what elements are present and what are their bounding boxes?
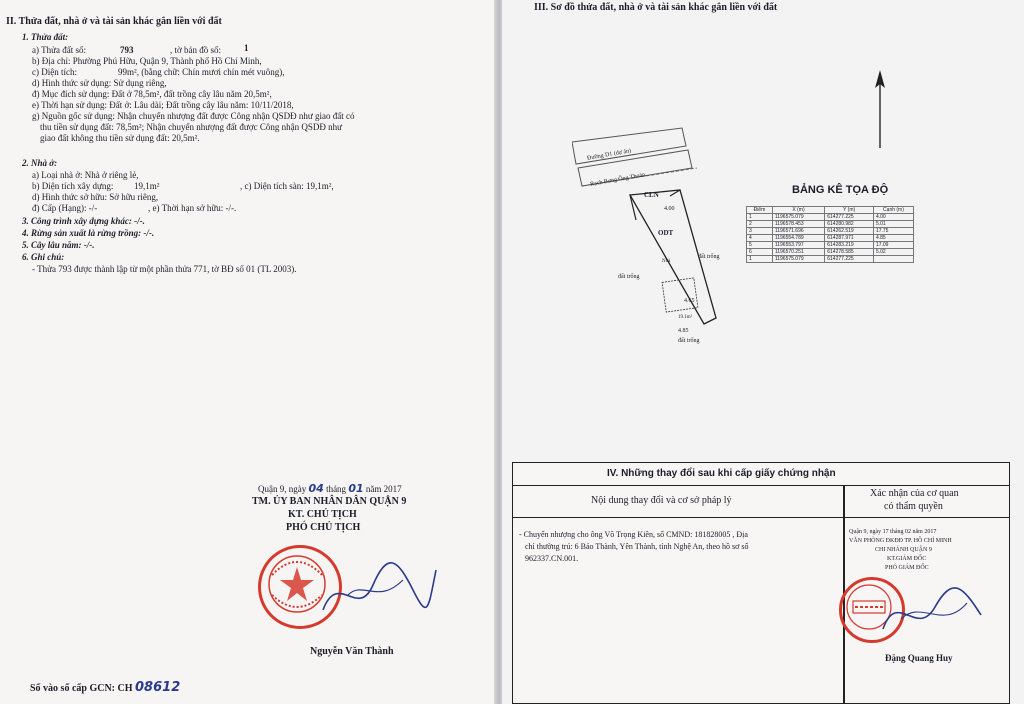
map-sheet-number: 1 [244, 43, 249, 53]
coord-cell: 1 [747, 214, 773, 221]
coord-cell: 1196575.079 [772, 214, 824, 221]
change-entry-1: - Chuyển nhượng cho ông Võ Trọng Kiên, số CMND: 181828005 , Địa [519, 530, 748, 539]
ownership-form: d) Hình thức sở hữu: Sở hữu riêng, [32, 192, 159, 202]
confirm-signer: Đặng Quang Huy [885, 653, 953, 663]
note-text: - Thửa 793 được thành lập từ một phần thửa 771, tờ BĐ số 01 (TL 2003). [32, 264, 297, 274]
construction-area-label: b) Diện tích xây dựng: [32, 181, 114, 191]
empty-land-right: đất trống [698, 254, 720, 260]
coord-cell: 5.02 [873, 249, 913, 256]
coord-cell: 3 [747, 228, 773, 235]
coord-cell: 2 [747, 221, 773, 228]
coord-header-cell: Cạnh (m) [873, 207, 913, 214]
coord-cell: 1196553.797 [772, 242, 824, 249]
road-label-2: Rạch Bưng Ông Thoàn [589, 172, 646, 188]
signer-name: Nguyễn Văn Thành [310, 646, 394, 657]
coord-header-cell: Điểm [747, 207, 773, 214]
cln-label: CLN [644, 191, 659, 199]
coord-cell: 614277.225 [825, 256, 874, 263]
other-construction: 3. Công trình xây dựng khác: -/-. [22, 216, 145, 226]
coordinate-table-title: BẢNG KÊ TỌA ĐỘ [792, 184, 889, 196]
issue-date: Quận 9, ngày 04 tháng 01 năm 2017 [258, 482, 402, 495]
signer-role-1: KT. CHỦ TỊCH [288, 509, 357, 520]
road-label-1: Đường D1 (dự án) [586, 148, 632, 162]
coord-cell: 614283.219 [825, 242, 874, 249]
empty-land-left: đất trống [618, 274, 640, 280]
coord-cell: 4.00 [873, 214, 913, 221]
coord-cell: 17.75 [873, 228, 913, 235]
coord-row [747, 249, 914, 256]
usage-origin-3: giao đất không thu tiền sử dụng đất: 20,5m². [40, 133, 200, 143]
floor-area: , c) Diện tích sàn: 19,1m², [240, 181, 334, 191]
production-forest: 4. Rừng sản xuất là rừng trồng: -/-. [22, 228, 155, 238]
change-entry-2: chỉ thường trú: 6 Bảo Thành, Yên Thành, tỉnh Nghệ An, theo hồ sơ số [525, 542, 749, 551]
coord-row [747, 256, 914, 263]
confirm-org-1: VĂN PHÒNG ĐKĐĐ TP. HỒ CHÍ MINH [849, 538, 952, 544]
issuing-org: TM. ỦY BAN NHÂN DÂN QUẬN 9 [252, 496, 407, 507]
coord-row [747, 221, 914, 228]
land-heading: 1. Thửa đất: [22, 32, 69, 42]
signature-scribble [318, 550, 438, 630]
construction-area-value: 19,1m² [134, 181, 160, 191]
coord-header-cell: Y (m) [825, 207, 874, 214]
coord-cell: 17.09 [873, 242, 913, 249]
coord-row [747, 228, 914, 235]
changes-col-confirm-1: Xác nhận của cơ quan [870, 488, 959, 499]
ownership-term: , e) Thời hạn sở hữu: -/-. [148, 203, 237, 213]
coord-cell: 1196570.251 [772, 249, 824, 256]
parcel-number: 793 [120, 45, 134, 55]
usage-term: e) Thời hạn sử dụng: Đất ở: Lâu dài; Đất trồng cây lâu năm: 10/11/2018, [32, 100, 294, 110]
changes-section [512, 462, 1010, 704]
area-label: c) Diện tích: [32, 67, 77, 77]
north-arrow-icon [872, 70, 888, 150]
coord-cell: 614287.971 [825, 235, 874, 242]
coord-row [747, 214, 914, 221]
confirm-role-1: KT.GIÁM ĐỐC [887, 556, 927, 562]
right-page [502, 0, 1024, 704]
changes-col-content: Nội dung thay đổi và cơ sở pháp lý [591, 495, 732, 506]
coord-cell: 1196571.696 [772, 228, 824, 235]
office-signature-scribble [877, 579, 987, 649]
area-value: 99m², (bằng chữ: Chín mươi chín mét vuông), [118, 67, 285, 77]
dim-bottom: 4.65 [684, 298, 695, 304]
coord-row [747, 242, 914, 249]
coord-cell: 1196578.453 [772, 221, 824, 228]
coord-header-cell: X (m) [772, 207, 824, 214]
usage-origin-2: thu tiền sử dụng đất: 78,5m²; Nhận chuyển nhượng đất được Công nhận QSDĐ như [40, 122, 342, 132]
confirm-role-2: PHÓ GIÁM ĐỐC [885, 565, 929, 571]
notes-heading: 6. Ghi chú: [22, 252, 65, 262]
dim-bottom-2: 4.85 [678, 328, 689, 334]
left-page [0, 0, 496, 704]
coord-cell: 6 [747, 249, 773, 256]
house-heading: 2. Nhà ở: [22, 158, 58, 168]
odt-label: ODT [658, 229, 674, 237]
coord-cell: 614278.585 [825, 249, 874, 256]
coord-cell: 614280.982 [825, 221, 874, 228]
coord-cell: 4.85 [873, 235, 913, 242]
coord-cell: 4 [747, 235, 773, 242]
changes-col-confirm-2: có thẩm quyền [884, 501, 943, 512]
house-area: 19.1m² [678, 315, 693, 320]
usage-origin-1: g) Nguồn gốc sử dụng: Nhận chuyển nhượng đất được Công nhận QSDĐ như giao đất có [32, 111, 355, 121]
coord-cell: 5 [747, 242, 773, 249]
usage-purpose: đ) Mục đích sử dụng: Đất ở 78,5m², đất trồng cây lâu năm 20,5m², [32, 89, 272, 99]
parcel-number-label: a) Thửa đất số: [32, 45, 86, 55]
address-line: b) Địa chỉ: Phường Phú Hữu, Quận 9, Thành phố Hồ Chí Minh, [32, 56, 262, 66]
section-3-title: III. Sơ đồ thửa đất, nhà ở và tài sản khác gắn liền với đất [534, 2, 778, 13]
coord-cell [873, 256, 913, 263]
house-label: Nhà [662, 259, 671, 264]
coord-cell: 614277.225 [825, 214, 874, 221]
confirm-org-2: CHI NHÁNH QUẬN 9 [875, 547, 932, 553]
section-2-title: II. Thửa đất, nhà ở và tài sản khác gắn liền với đất [6, 16, 222, 27]
coord-cell: 1 [747, 256, 773, 263]
registration-number: Số vào sổ cấp GCN: CH 08612 [30, 680, 181, 695]
coord-row [747, 235, 914, 242]
empty-land-bottom: đất trống [678, 338, 700, 344]
house-type: a) Loại nhà ở: Nhà ở riêng lẻ, [32, 170, 139, 180]
map-sheet-label: , tờ bản đồ số: [170, 45, 222, 55]
coordinate-table [746, 206, 914, 263]
usage-form: d) Hình thức sử dụng: Sử dụng riêng, [32, 78, 167, 88]
coord-cell: 1196575.079 [772, 256, 824, 263]
signer-role-2: PHÓ CHỦ TỊCH [286, 522, 361, 533]
house-grade: đ) Cấp (Hạng): -/- [32, 203, 98, 213]
perennial-trees: 5. Cây lâu năm: -/-. [22, 240, 95, 250]
confirm-date: Quận 9, ngày 17 tháng 02 năm 2017 [849, 529, 937, 535]
change-entry-3: 962337.CN.001. [525, 554, 579, 563]
changes-title: IV. Những thay đổi sau khi cấp giấy chứng nhận [607, 468, 836, 479]
coord-cell: 5.01 [873, 221, 913, 228]
coord-cell: 614262.519 [825, 228, 874, 235]
coord-cell: 1196554.789 [772, 235, 824, 242]
dim-top: 4.00 [664, 206, 675, 212]
